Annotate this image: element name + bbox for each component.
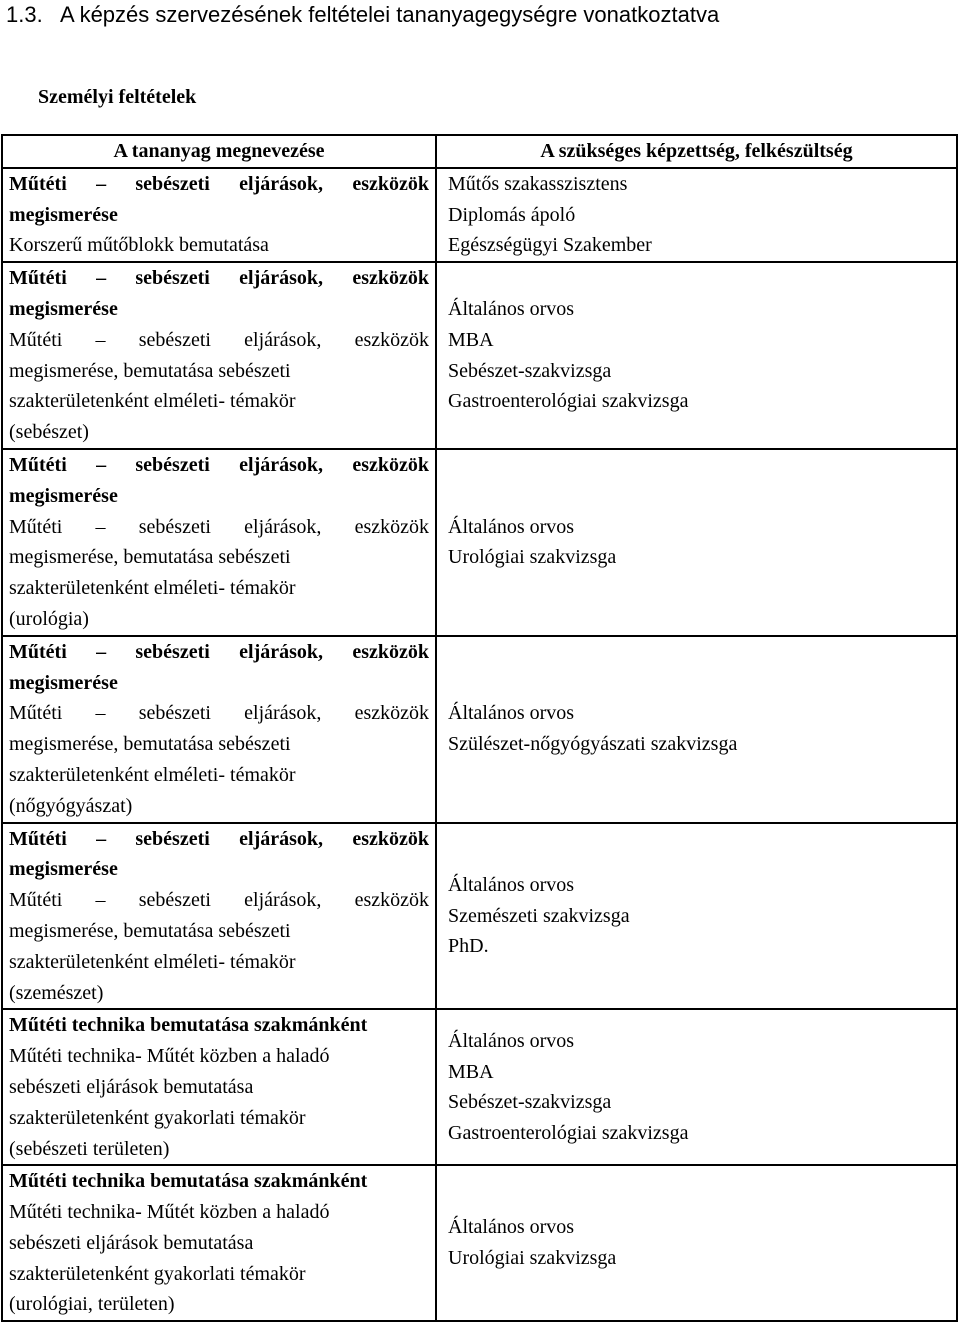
table-header-row xyxy=(2,135,957,168)
personnel-table xyxy=(1,134,958,1322)
material-description-line: szakterületenként elméleti- témakör xyxy=(9,763,296,786)
qualification-item: PhD. xyxy=(448,935,489,958)
qualification-cell xyxy=(436,1165,957,1321)
table-row xyxy=(2,1165,957,1321)
material-cell xyxy=(2,262,436,449)
section-number: 1.3. xyxy=(6,2,43,27)
qualification-item: MBA xyxy=(448,1060,494,1083)
material-description-line: megismerése, bemutatása sebészeti xyxy=(9,546,291,569)
material-description-line: megismerése, bemutatása sebészeti xyxy=(9,919,291,942)
material-description-line: (nőgyógyászat) xyxy=(9,794,133,817)
material-description-line: Műtéti – sebészeti eljárások, eszközök xyxy=(9,328,429,351)
column-header-qualification: A szükséges képzettség, felkészültség xyxy=(436,135,957,168)
section-title: A képzés szervezésének feltételei tananyagegységre vonatkoztatva xyxy=(60,2,720,27)
qualification-item: Sebészet-szakvizsga xyxy=(448,359,612,382)
material-title-line: Műtéti technika bemutatása szakmánként xyxy=(9,1170,368,1193)
material-description-line: (urológia) xyxy=(9,607,89,630)
qualification-item: Általános orvos xyxy=(448,515,575,538)
table-row xyxy=(2,636,957,823)
qualification-item: Diplomás ápoló xyxy=(448,203,576,226)
material-title-line: megismerése xyxy=(9,203,118,226)
table-row xyxy=(2,262,957,449)
material-title-line: Műtéti – sebészeti eljárások, eszközök xyxy=(9,172,429,195)
material-description-line: megismerése, bemutatása sebészeti xyxy=(9,359,291,382)
qualification-item: Szülészet-nőgyógyászati szakvizsga xyxy=(448,733,738,756)
qualification-item: Gastroenterológiai szakvizsga xyxy=(448,390,689,413)
qualification-cell xyxy=(436,823,957,1010)
qualification-cell xyxy=(436,168,957,262)
material-description-line: Műtéti technika- Műtét közben a haladó xyxy=(9,1045,330,1068)
material-description-line: szakterületenként gyakorlati témakör xyxy=(9,1262,306,1285)
material-cell xyxy=(2,1165,436,1321)
qualification-item: Szemészeti szakvizsga xyxy=(448,904,630,927)
material-description-line: szakterületenként gyakorlati témakör xyxy=(9,1106,306,1129)
material-title-line: Műtéti technika bemutatása szakmánként xyxy=(9,1014,368,1037)
material-cell xyxy=(2,449,436,636)
material-title-line: Műtéti – sebészeti eljárások, eszközök xyxy=(9,453,429,476)
table-row xyxy=(2,449,957,636)
table-row xyxy=(2,1009,957,1165)
column-header-material: A tananyag megnevezése xyxy=(2,135,436,168)
material-cell xyxy=(2,823,436,1010)
qualification-item: Urológiai szakvizsga xyxy=(448,1247,617,1270)
qualification-item: Urológiai szakvizsga xyxy=(448,546,617,569)
qualification-cell xyxy=(436,636,957,823)
table-body xyxy=(2,168,957,1321)
material-description-line: (urológiai, területen) xyxy=(9,1293,175,1316)
table-row xyxy=(2,823,957,1010)
material-title-line: megismerése xyxy=(9,671,118,694)
qualification-item: Gastroenterológiai szakvizsga xyxy=(448,1122,689,1145)
material-description-line: szakterületenként elméleti- témakör xyxy=(9,950,296,973)
qualification-item: Egészségügyi Szakember xyxy=(448,234,652,257)
qualification-item: Általános orvos xyxy=(448,1029,575,1052)
material-description-line: szakterületenként elméleti- témakör xyxy=(9,390,296,413)
material-title-line: Műtéti – sebészeti eljárások, eszközök xyxy=(9,827,429,850)
section-heading xyxy=(6,2,720,28)
qualification-cell xyxy=(436,1009,957,1165)
material-description-line: Műtéti technika- Műtét közben a haladó xyxy=(9,1201,330,1224)
material-description-line: sebészeti eljárások bemutatása xyxy=(9,1075,254,1098)
material-description-line: Műtéti – sebészeti eljárások, eszközök xyxy=(9,889,429,912)
qualification-cell xyxy=(436,449,957,636)
material-description-line: Korszerű műtőblokk bemutatása xyxy=(9,234,269,257)
material-description-line: megismerése, bemutatása sebészeti xyxy=(9,733,291,756)
qualification-item: Sebészet-szakvizsga xyxy=(448,1091,612,1114)
material-cell xyxy=(2,1009,436,1165)
qualification-item: Általános orvos xyxy=(448,1216,575,1239)
material-description-line: Műtéti – sebészeti eljárások, eszközök xyxy=(9,515,429,538)
qualification-cell xyxy=(436,262,957,449)
material-description-line: (szemészet) xyxy=(9,981,104,1004)
material-title-line: Műtéti – sebészeti eljárások, eszközök xyxy=(9,640,429,663)
material-description-line: Műtéti – sebészeti eljárások, eszközök xyxy=(9,702,429,725)
qualification-item: Műtős szakasszisztens xyxy=(448,172,628,195)
material-title-line: megismerése xyxy=(9,858,118,881)
material-description-line: (sebészeti területen) xyxy=(9,1137,170,1160)
qualification-item: Általános orvos xyxy=(448,873,575,896)
material-title-line: Műtéti – sebészeti eljárások, eszközök xyxy=(9,267,429,290)
material-cell xyxy=(2,168,436,262)
subtitle: Személyi feltételek xyxy=(38,86,197,108)
material-description-line: sebészeti eljárások bemutatása xyxy=(9,1231,254,1254)
material-title-line: megismerése xyxy=(9,297,118,320)
material-title-line: megismerése xyxy=(9,484,118,507)
qualification-item: Általános orvos xyxy=(448,702,575,725)
table-row xyxy=(2,168,957,262)
qualification-item: Általános orvos xyxy=(448,297,575,320)
material-cell xyxy=(2,636,436,823)
material-description-line: szakterületenként elméleti- témakör xyxy=(9,577,296,600)
qualification-item: MBA xyxy=(448,328,494,351)
material-description-line: (sebészet) xyxy=(9,421,89,444)
